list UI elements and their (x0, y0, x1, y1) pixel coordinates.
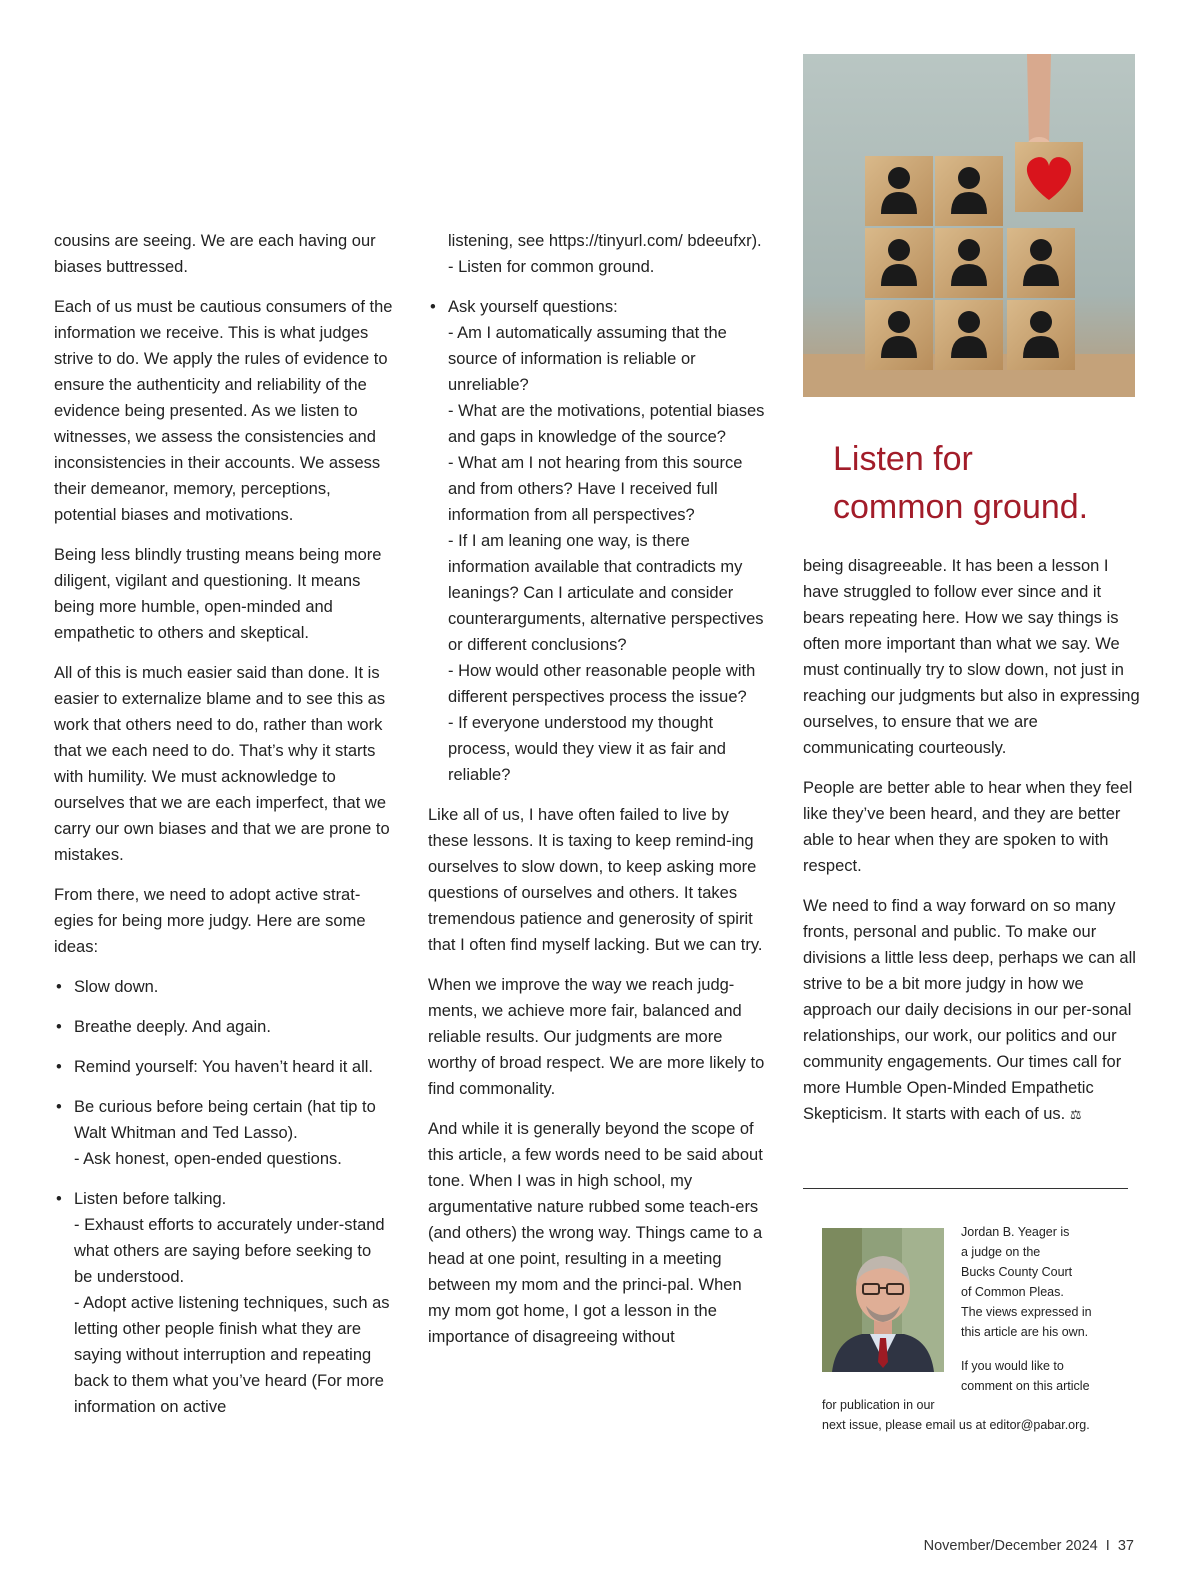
divider (803, 1188, 1128, 1189)
paragraph: We need to find a way forward on so many fronts, personal and public. To make our divisions a little less deep, perhaps we can all strive to be a bit more judgy in how we approach our daily decisions in our per-sonal relationships, our work, our politics and our community engagements. Our times call for more Humble Open-Minded Empathetic Skepticism. It starts with each of us. ⚖ (803, 897, 1136, 1123)
footer-separator: I (1105, 1538, 1110, 1554)
list-item: • Remind yourself: You haven’t heard it all. (56, 1058, 374, 1076)
paragraph: From there, we need to adopt active strat-egies for being more judgy. Here are some ideas: (54, 886, 366, 956)
column-3 (803, 553, 1141, 1142)
blocks-heart-photo (803, 54, 1135, 397)
list-item: • Breathe deeply. And again. (56, 1018, 271, 1036)
list-item: • Ask yourself questions: - Am I automatically assuming that the source of information is reliable or unreliable? - What are the motivations, potential biases and gaps in knowledge of the source? - What am I not hearing from this source and from others? Have I received full information from all perspectives? - If I am leaning one way, is there information available that contradicts my leanings? Can I articulate and consider counterarguments, alternative perspectives or different conclusions? - How would other reasonable people with different perspectives process the issue? - If everyone understood my thought process, would they view it as fair and reliable? (430, 298, 765, 784)
author-photo (822, 1228, 944, 1372)
scales-icon: ⚖ (1069, 1107, 1082, 1122)
paragraph: cousins are seeing. We are each having our biases buttressed. (54, 232, 376, 276)
paragraph: When we improve the way we reach judg-ments, we achieve more fair, balanced and reliable results. Our judgments are more worthy of broad respect. We are more likely to find commonality. (428, 976, 765, 1098)
paragraph: Being less blindly trusting means being more diligent, vigilant and questioning. It means being more humble, open-minded and empathetic to others and skeptical. (54, 546, 382, 642)
comment-invitation: for publication in our next issue, please email us at editor@pabar.org. (822, 1398, 1090, 1432)
paragraph: being disagreeable. It has been a lesson I have struggled to follow ever since and it bears repeating here. How we say things is often more important than what we say. We must continually try to slow down, not just in reaching our judgments but also in expressing ourselves, to ensure that we are communicating courteously. (803, 557, 1140, 757)
paragraph: Like all of us, I have often failed to live by these lessons. It is taxing to keep remind-ing ourselves to slow down, to keep asking more questions of ourselves and others. It takes tremendous patience and generosity of spirit that I often find myself lacking. But we can try. (428, 806, 763, 954)
page-number: 37 (1117, 1538, 1134, 1554)
list-item: • Slow down. (56, 978, 159, 996)
list-item: • Be curious before being certain (hat tip to Walt Whitman and Ted Lasso). - Ask honest, open-ended questions. (56, 1098, 376, 1168)
list-item-continued: listening, see https://tinyurl.com/ bdeeufxr). - Listen for common ground. (448, 232, 762, 276)
pull-quote: Listen for common ground. (833, 440, 1089, 526)
paragraph: Each of us must be cautious consumers of the information we receive. This is what judges strive to do. We apply the rules of evidence to ensure the authenticity and reliability of the evidence being presented. As we listen to witnesses, we assess the consistencies and inconsistencies in their accounts. We assess their demeanor, memory, perceptions, potential biases and motivations. (54, 298, 393, 524)
page-footer (924, 1538, 1134, 1554)
issue-date: November/December 2024 (923, 1538, 1098, 1554)
author-bio: Jordan B. Yeager is a judge on the Bucks County Court of Common Pleas. The views expressed in this article are his own. If you would like to comment on this article (961, 1225, 1092, 1393)
list-item: • Listen before talking. - Exhaust efforts to accurately under-stand what others are saying before seeking to be understood. - Adopt active listening techniques, such as letting other people finish what they are saying without interruption and repeating back to them what you’ve heard (For more information on active (56, 1190, 390, 1416)
paragraph: All of this is much easier said than done. It is easier to externalize blame and to see this as work that others need to do, rather than work that we each need to do. That’s why it starts with humility. We must acknowledge to ourselves that we are each imperfect, that we carry our own biases and that we are prone to mistakes. (54, 664, 390, 864)
column-1 (54, 228, 394, 1434)
paragraph: And while it is generally beyond the scope of this article, a few words need to be said about tone. When I was in high school, my argumentative nature rubbed some teach-ers (and others) the wrong way. Things came to a head at one point, resulting in a meeting between my mom and the princi-pal. When my mom got home, I got a lesson in the importance of disagreeing without (428, 1120, 763, 1346)
paragraph: People are better able to hear when they feel like they’ve been heard, and they are better able to hear when they are spoken to with respect. (803, 779, 1133, 875)
column-2 (428, 228, 768, 1364)
